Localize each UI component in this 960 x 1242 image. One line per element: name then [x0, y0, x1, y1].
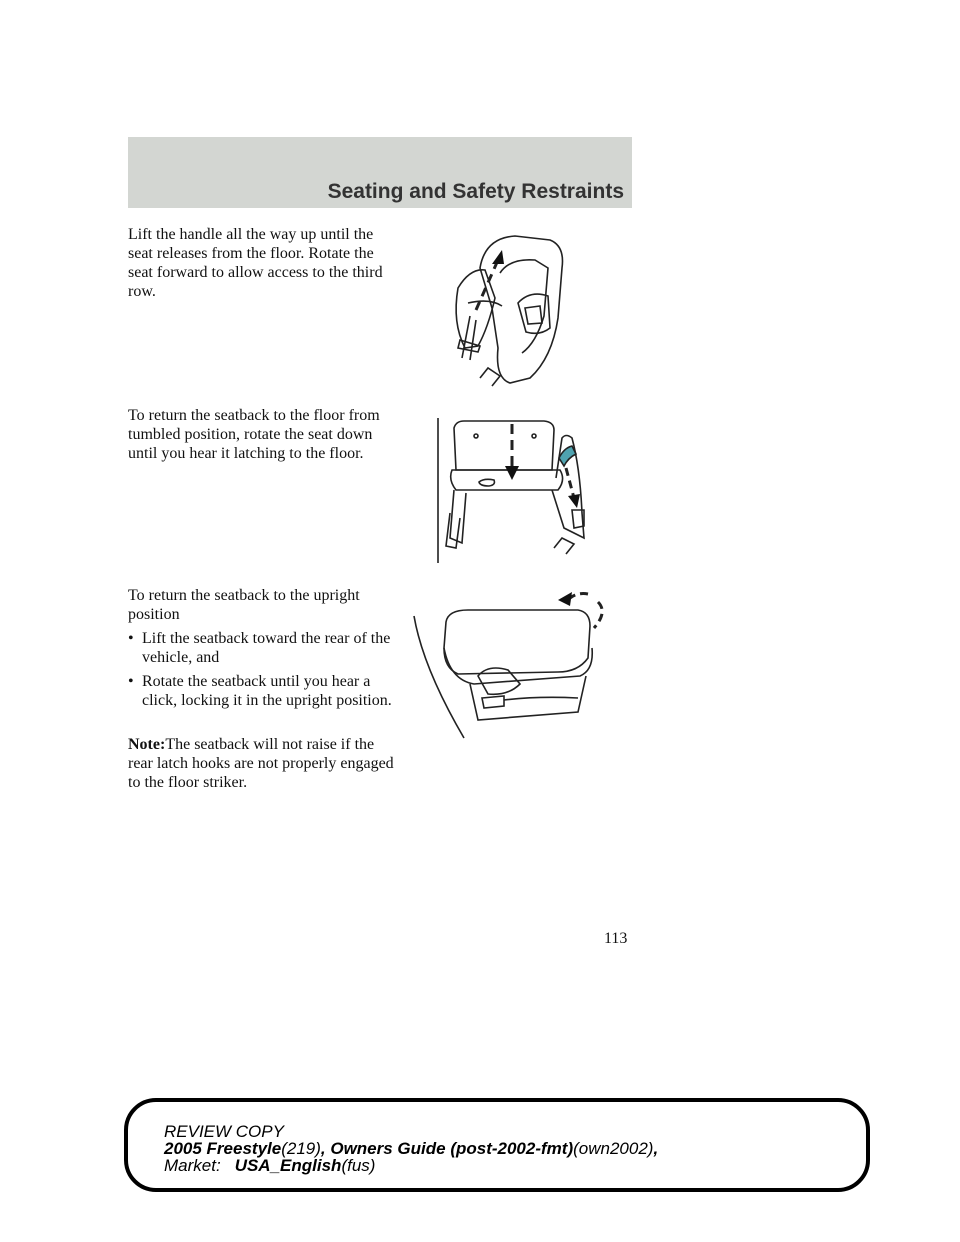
section-header-band: [128, 137, 632, 208]
guide-code: (own2002): [573, 1139, 654, 1158]
note-text: The seatback will not raise if the rear latch hooks are not properly engaged to the floor striker.: [128, 736, 394, 791]
paragraph-return-floor: To return the seatback to the floor from tumbled position, rotate the seat down until you hear it latching to the floor.: [128, 407, 380, 462]
note-paragraph: [128, 735, 400, 792]
review-copy-model-line: [164, 1140, 658, 1157]
paragraph-lift-handle: Lift the handle all the way up until the seat releases from the floor. Rotate the seat forward to allow access to the third row.: [128, 226, 383, 300]
seat-tumble-forward-illustration: [440, 228, 580, 388]
paragraph-return-upright: To return the seatback to the upright position: [128, 587, 360, 623]
review-copy-text: [164, 1123, 658, 1174]
bullet-item-rotate: [128, 672, 400, 710]
guide-name: Owners Guide (post-2002-fmt): [330, 1139, 574, 1158]
separator: ,: [320, 1139, 331, 1158]
market-name: USA_English: [234, 1156, 342, 1175]
note-label: Note:: [128, 736, 166, 753]
seatback-upright-illustration: [408, 588, 608, 740]
market-label: Market:: [164, 1156, 221, 1175]
review-copy-market-line: [164, 1157, 658, 1174]
review-copy-label: REVIEW COPY: [164, 1122, 284, 1141]
model-name: 2005 Freestyle: [164, 1139, 282, 1158]
page-number: 113: [604, 930, 628, 947]
bullet-text: Lift the seatback toward the rear of the vehicle, and: [142, 630, 391, 666]
bullet-glyph: •: [128, 673, 134, 690]
bullet-text: Rotate the seatback until you hear a click, locking it in the upright position.: [142, 673, 392, 709]
section-title: Seating and Safety Restraints: [327, 180, 624, 203]
seat-rotate-down-illustration: [434, 418, 594, 568]
bullet-glyph: •: [128, 630, 134, 647]
model-code: (219): [281, 1139, 321, 1158]
market-code: (fus): [341, 1156, 376, 1175]
separator: ,: [653, 1139, 659, 1158]
bullet-item-lift: [128, 629, 400, 667]
